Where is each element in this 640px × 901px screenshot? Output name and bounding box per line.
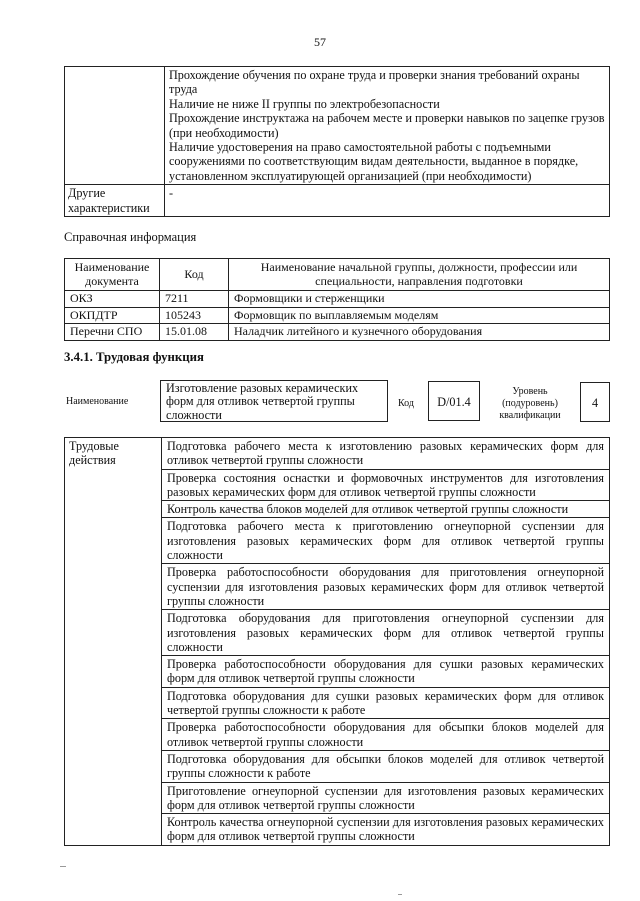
table-row: [65, 324, 610, 341]
other-characteristics-label: Другие характеристики: [65, 185, 165, 217]
reference-header-name: Наименование начальной группы, должности, профессии или специальности, направления подготовки: [229, 259, 610, 291]
labor-action-item: Проверка работоспособности оборудования для сушки разовых керамических форм для отливок четвертой группы сложности: [162, 656, 610, 688]
reference-cell: ОКЗ: [65, 291, 160, 308]
requirement-line: Прохождение инструктажа на рабочем месте и проверки навыков по зацепке грузов (при необходимости): [169, 111, 605, 140]
requirements-cell: [165, 67, 610, 185]
reference-cell: ОКПДТР: [65, 307, 160, 324]
requirement-line: Наличие не ниже II группы по электробезопасности: [169, 96, 440, 111]
labor-action-item: Подготовка рабочего места к приготовлению огнеупорной суспензии для изготовления разовых керамических форм для отливок четвертой группы сложности: [162, 518, 610, 564]
code-label: Код: [398, 398, 414, 409]
labor-action-item: Контроль качества огнеупорной суспензии для изготовления разовых керамических форм для отливок четвертой группы сложности: [162, 814, 610, 846]
requirement-line: Прохождение обучения по охране труда и проверки знания требований охраны труда: [169, 68, 580, 97]
code-value: D/01.4: [428, 381, 480, 421]
labor-action-item: Подготовка оборудования для обсыпки блоков моделей для отливок четвертой группы сложности к работе: [162, 750, 610, 782]
reference-cell: 105243: [160, 307, 229, 324]
reference-cell: Формовщики и стерженщики: [229, 291, 610, 308]
reference-table: [64, 258, 610, 341]
requirements-table: [64, 66, 610, 217]
requirement-line: Наличие удостоверения на право самостоятельной работы с подъемными сооружениями по соответствующим видам деятельности, выданное в порядке, установленном эксплуатирующей организацией (при необходимости): [169, 140, 579, 183]
other-characteristics-value: -: [165, 185, 610, 217]
table-row: [65, 307, 610, 324]
requirements-label-cell: [65, 67, 165, 185]
reference-cell: Перечни СПО: [65, 324, 160, 341]
labor-action-item: Контроль качества блоков моделей для отливок четвертой группы сложности: [162, 501, 610, 518]
labor-function-title: 3.4.1. Трудовая функция: [64, 350, 204, 364]
reference-cell: 15.01.08: [160, 324, 229, 341]
labor-actions-label: Трудовые действия: [65, 438, 162, 846]
reference-cell: Формовщик по выплавляемым моделям: [229, 307, 610, 324]
scan-mark: [60, 866, 66, 867]
scan-mark: [398, 894, 402, 895]
labor-action-item: Подготовка рабочего места к изготовлению разовых керамических форм для отливок четвертой группы сложности: [162, 438, 610, 470]
level-label: Уровень (подуровень) квалификации: [499, 386, 561, 421]
labor-action-item: Проверка работоспособности оборудования для приготовления огнеупорной суспензии для изготовления разовых керамических форм для отливок четвертой группы сложности: [162, 564, 610, 610]
reference-header-code: Код: [160, 259, 229, 291]
reference-title: Справочная информация: [64, 230, 197, 244]
labor-action-item: Приготовление огнеупорной суспензии для изготовления разовых керамических форм для отливок четвертой группы сложности: [162, 782, 610, 814]
table-row: [65, 291, 610, 308]
labor-action-item: Проверка работоспособности оборудования для обсыпки блоков моделей для отливок четвертой группы сложности: [162, 719, 610, 751]
labor-action-item: Подготовка оборудования для приготовления огнеупорной суспензии для изготовления разовых керамических форм для отливок четвертой группы сложности: [162, 610, 610, 656]
level-value: 4: [580, 382, 610, 422]
reference-cell: 7211: [160, 291, 229, 308]
labor-action-item: Подготовка оборудования для сушки разовых керамических форм для отливок четвертой группы сложности к работе: [162, 687, 610, 719]
reference-header-document: Наименование документа: [65, 259, 160, 291]
name-value: Изготовление разовых керамических форм для отливок четвертой группы сложности: [160, 380, 388, 422]
labor-action-item: Проверка состояния оснастки и формовочных инструментов для изготовления разовых керамических форм для отливок четвертой группы сложности: [162, 469, 610, 501]
labor-actions-table: [64, 437, 610, 846]
name-label: Наименование: [66, 396, 129, 407]
page-number: 57: [314, 35, 326, 49]
reference-cell: Наладчик литейного и кузнечного оборудования: [229, 324, 610, 341]
